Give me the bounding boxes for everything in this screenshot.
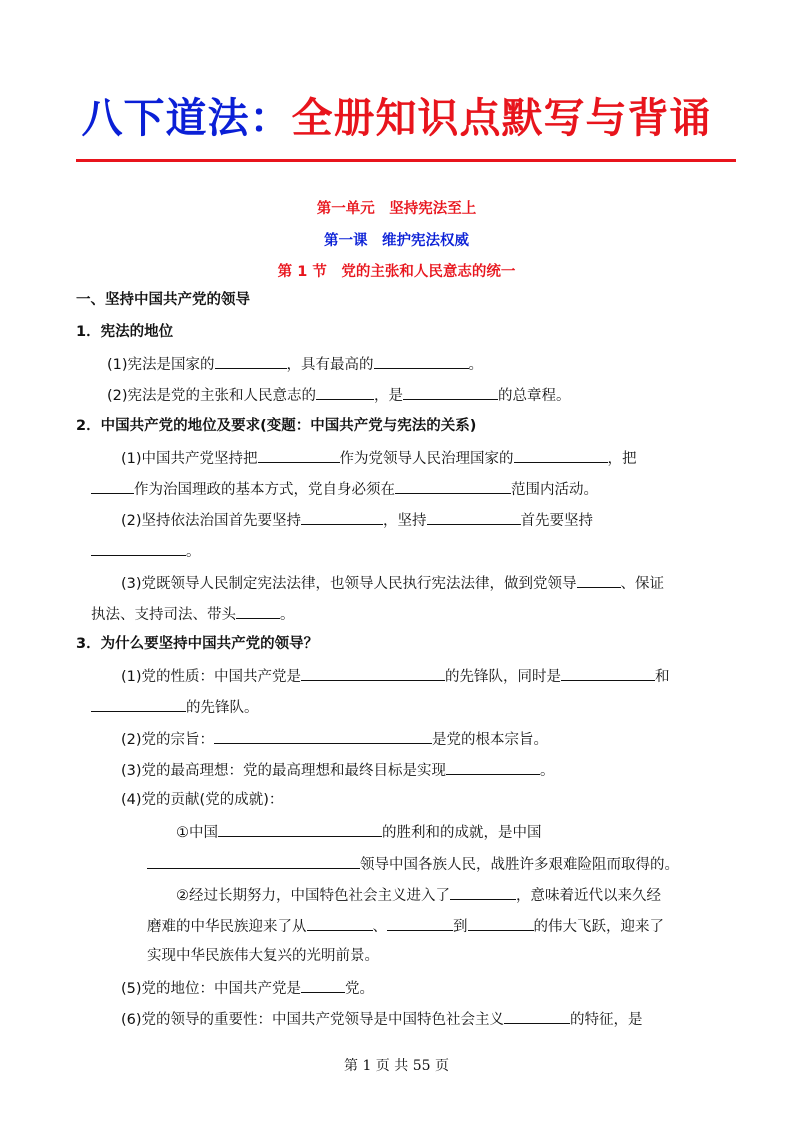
point-2-item-2: (2)坚持依法治国首先要坚持 ，坚持 首先要坚持 xyxy=(121,509,593,531)
point-2-item-3: (3)党既领导人民制定宪法法律，也领导人民执行宪法法律，做到党领导 、保证 xyxy=(121,572,664,594)
point-3-item-4-sub-2: ②经过长期努力，中国特色社会主义进入了 ，意味着近代以来久经 xyxy=(176,884,661,906)
unit-heading: 第一单元 坚持宪法至上 xyxy=(316,201,477,217)
point-1-item-2: (2)宪法是党的主张和人民意志的 ，是 的总章程。 xyxy=(107,384,571,406)
point-3-item-2: (2)党的宗旨： 是党的根本宗旨。 xyxy=(121,728,548,750)
point-1-item-1: (1)宪法是国家的 ，具有最高的 。 xyxy=(107,353,483,375)
point-3-item-4-sub-2-end: 实现中华民族伟大复兴的光明前景。 xyxy=(147,948,379,964)
point-3-heading: 3．为什么要坚持中国共产党的领导？ xyxy=(76,636,319,652)
point-2-item-3-cont: 执法、支持司法、带头 。 xyxy=(91,603,295,625)
title-part-red: 全册知识点默写与背诵 xyxy=(291,94,712,142)
point-3-item-4: (4)党的贡献(党的成就)： xyxy=(121,792,284,808)
title-part-blue: 八下道法： xyxy=(81,94,292,142)
point-3-item-4-sub-2-cont: 磨难的中华民族迎来了从 、 到 的伟大飞跃，迎来了 xyxy=(147,915,664,937)
part-heading: 一、坚持中国共产党的领导 xyxy=(76,292,250,308)
point-2-item-1: (1)中国共产党坚持把 作为党领导人民治理国家的 ，把 xyxy=(121,447,637,469)
point-3-item-6: (6)党的领导的重要性：中国共产党领导是中国特色社会主义 的特征，是 xyxy=(121,1008,643,1030)
point-3-item-1: (1)党的性质：中国共产党是 的先锋队，同时是 和 xyxy=(121,665,670,687)
page-footer: 第 1 页 共 55 页 xyxy=(344,1058,449,1074)
point-3-item-4-sub-1: ①中国 的胜利和的成就，是中国 xyxy=(176,821,542,843)
document-title xyxy=(0,88,793,148)
section-heading: 第 1 节 党的主张和人民意志的统一 xyxy=(277,264,516,280)
point-2-item-1-cont: 作为治国理政的基本方式，党自身必须在 范围内活动。 xyxy=(91,478,598,500)
title-divider xyxy=(76,159,736,162)
point-1-heading: 1．宪法的地位 xyxy=(76,324,174,340)
point-3-item-3: (3)党的最高理想：党的最高理想和最终目标是实现 。 xyxy=(121,759,555,781)
lesson-heading: 第一课 维护宪法权威 xyxy=(324,233,469,249)
point-2-item-2-cont: 。 xyxy=(91,540,201,562)
point-3-item-1-cont: 的先锋队。 xyxy=(91,696,259,718)
point-2-heading: 2．中国共产党的地位及要求(变题：中国共产党与宪法的关系) xyxy=(76,418,477,434)
point-3-item-4-sub-1-cont: 领导中国各族人民，战胜许多艰难险阻而取得的。 xyxy=(147,853,679,875)
point-3-item-5: (5)党的地位：中国共产党是 党。 xyxy=(121,977,374,999)
